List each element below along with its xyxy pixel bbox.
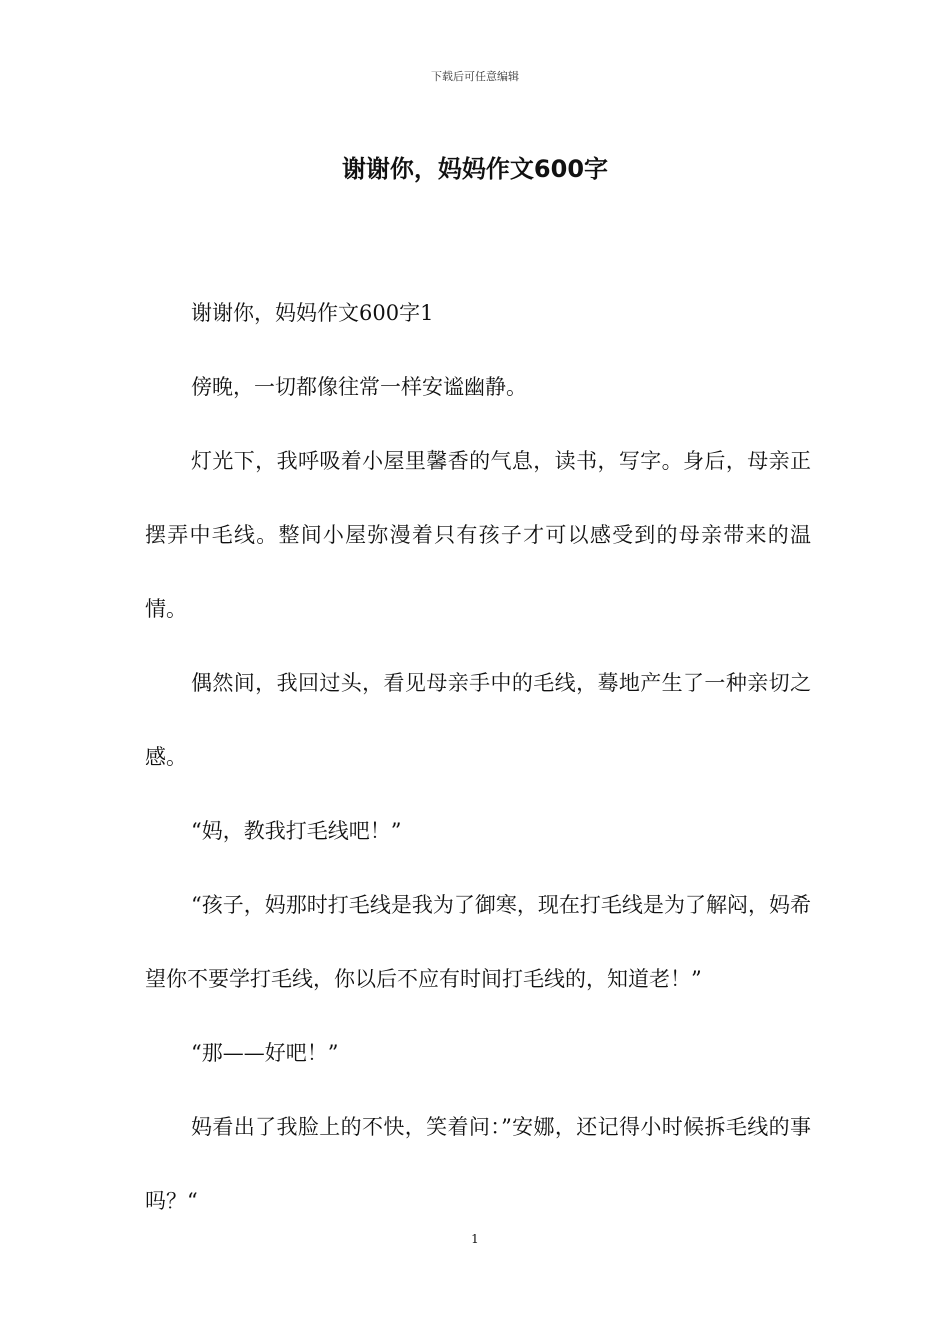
document-title: 谢谢你，妈妈作文600字 xyxy=(341,155,609,183)
paragraph: 傍晚，一切都像往常一样安谧幽静。 xyxy=(191,375,527,399)
paragraph: 谢谢你，妈妈作文600字1 xyxy=(191,301,434,325)
paragraph: “孩子，妈那时打毛线是我为了御寒，现在打毛线是为了解闷，妈希望你不要学打毛线，你以后不应有时间打毛线的，知道老！” xyxy=(145,893,811,991)
paragraph: 妈看出了我脸上的不快，笑着问：”安娜，还记得小时候拆毛线的事吗？“ xyxy=(145,1115,811,1213)
paragraph: “那——好吧！” xyxy=(191,1041,339,1065)
document-body xyxy=(145,276,811,1238)
paragraph: 灯光下，我呼吸着小屋里馨香的气息，读书，写字。身后，母亲正摆弄中毛线。整间小屋弥漫着只有孩子才可以感受到的母亲带来的温情。 xyxy=(145,449,811,621)
paragraph: “妈，教我打毛线吧！” xyxy=(191,819,402,843)
paragraph: 偶然间，我回过头，看见母亲手中的毛线，蓦地产生了一种亲切之感。 xyxy=(145,671,811,769)
header-note: 下载后可任意编辑 xyxy=(431,70,519,83)
page-number: 1 xyxy=(471,1232,479,1246)
